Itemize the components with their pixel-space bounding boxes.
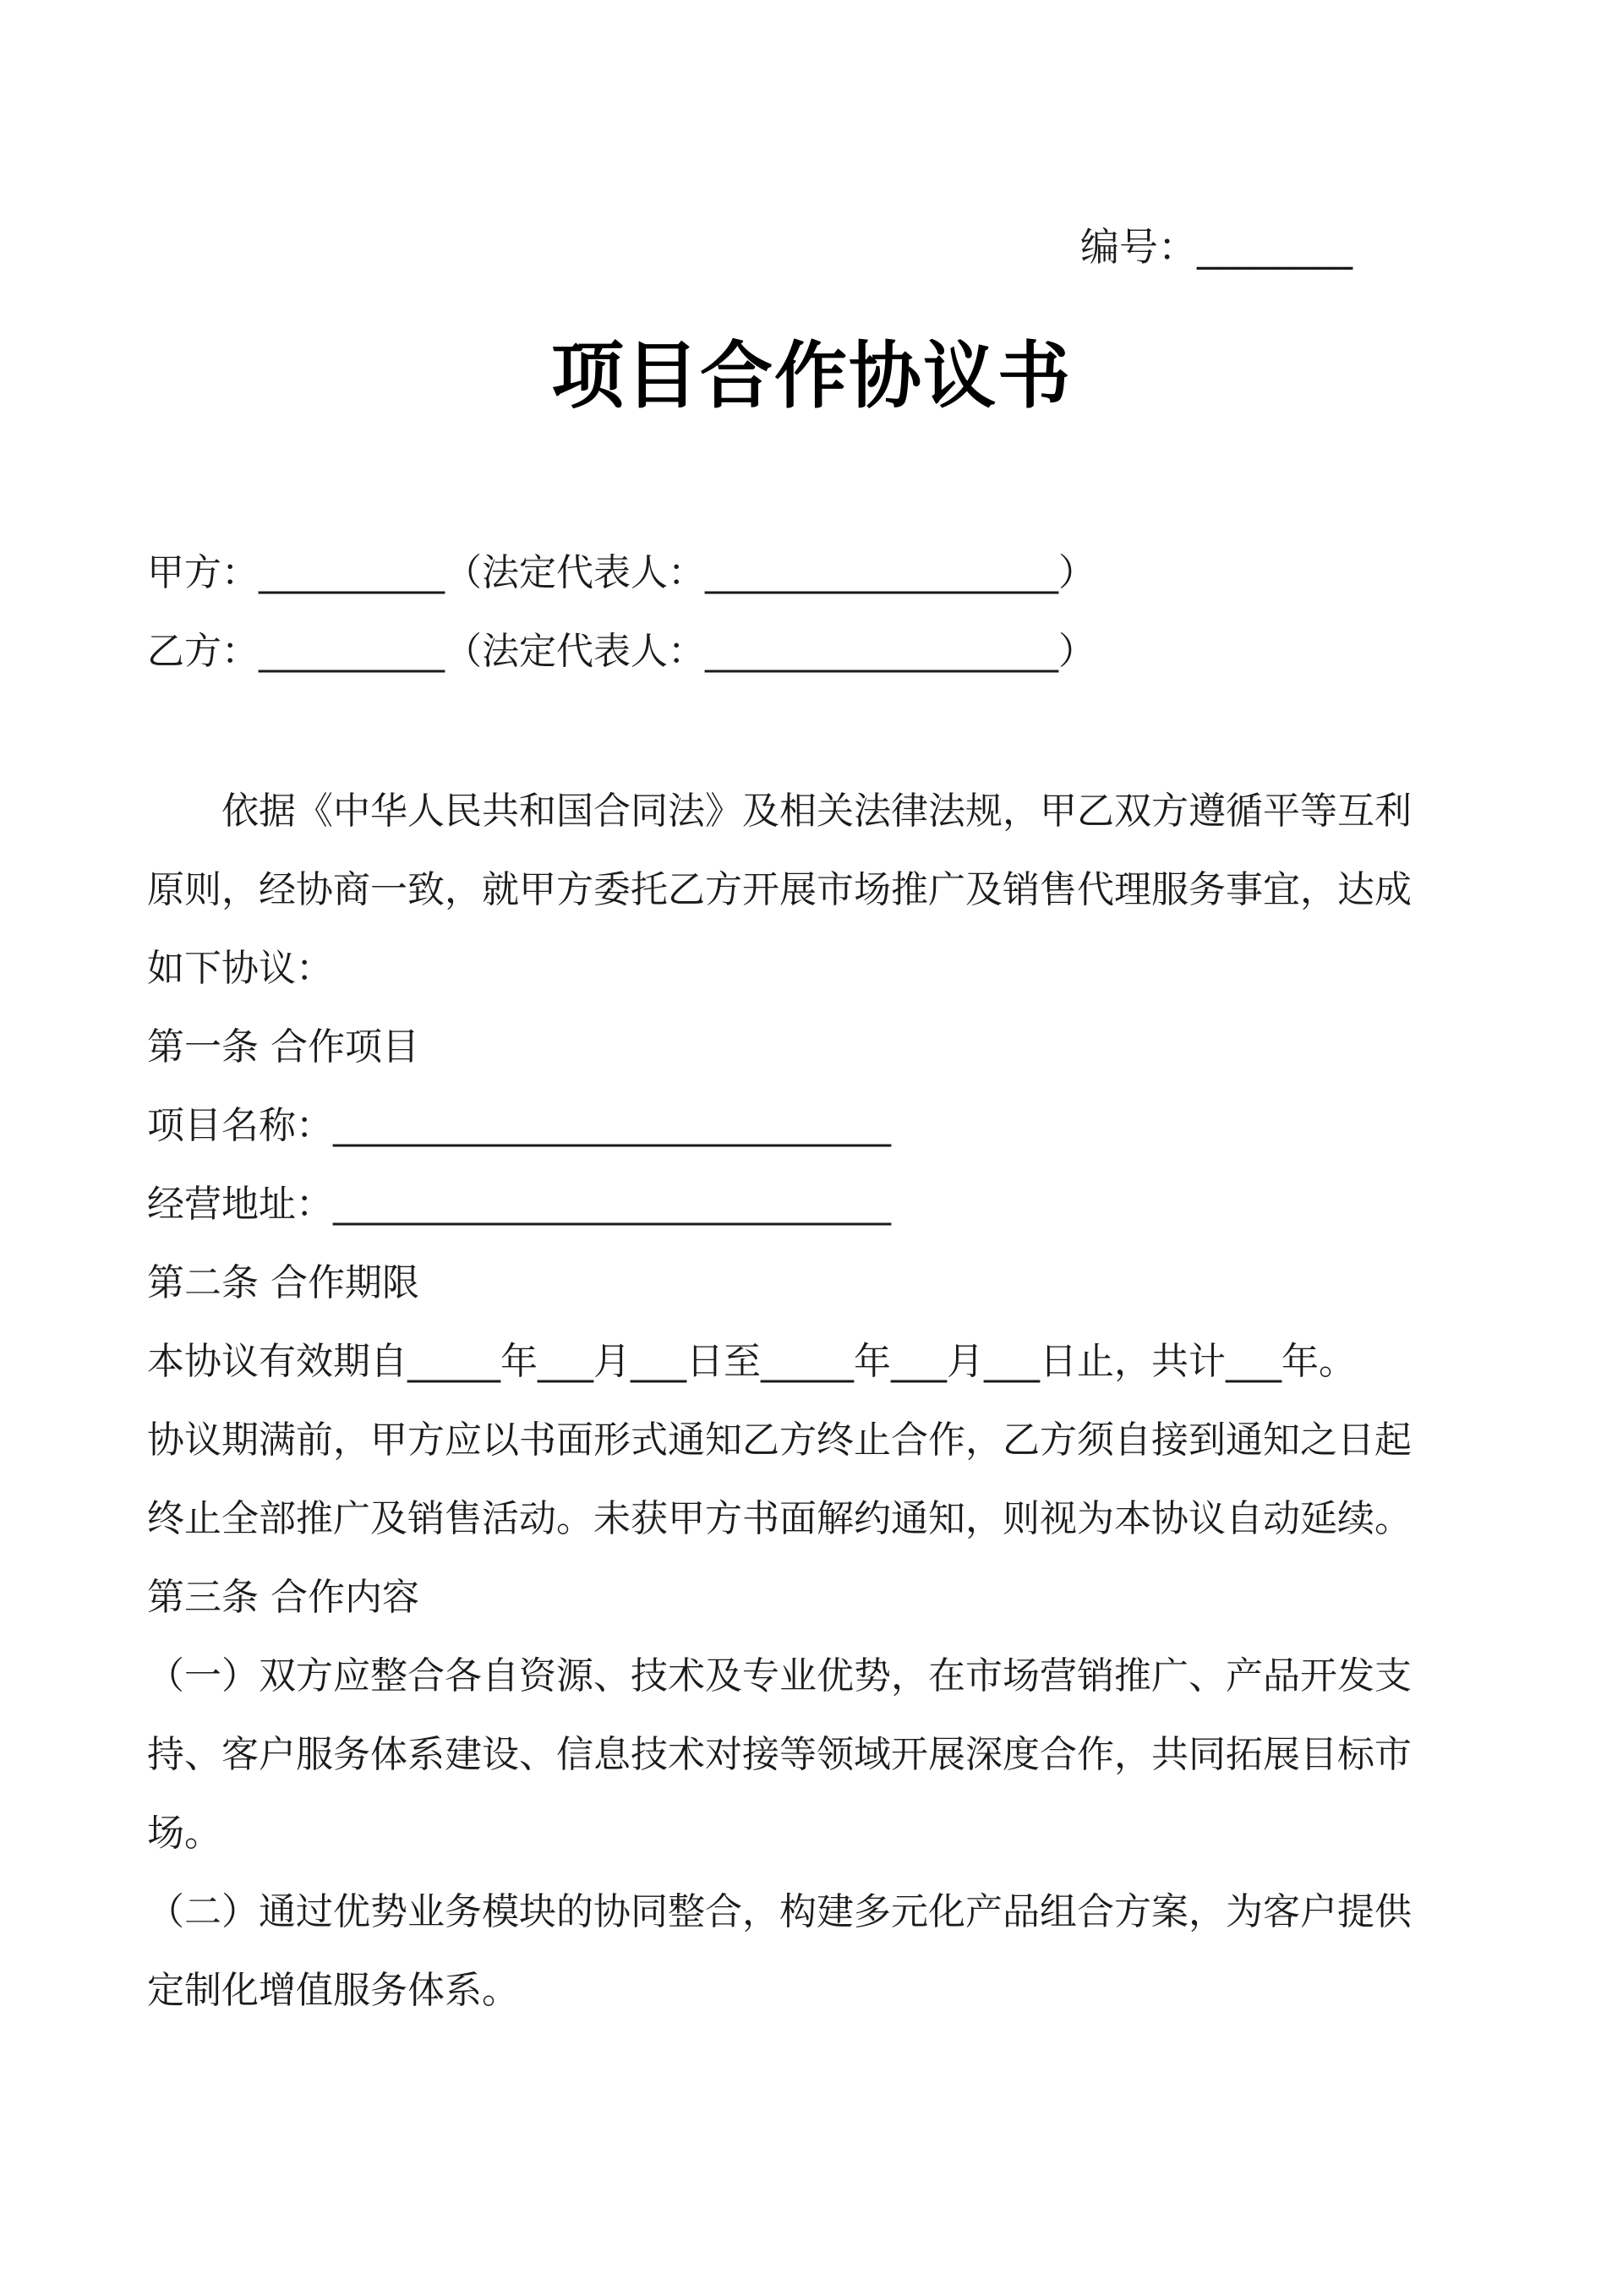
article-3-item-2 bbox=[147, 1887, 1449, 2044]
article-2-body bbox=[147, 1337, 1449, 1572]
preamble-paragraph bbox=[147, 786, 1449, 1022]
preamble-line: 依据《中华人民共和国合同法》及相关法律法规，甲乙双方遵循平等互利 bbox=[147, 790, 1412, 833]
business-address-line: 经营地址：______________________________ bbox=[147, 1183, 891, 1226]
article-3-heading: 第三条 合作内容 bbox=[147, 1576, 419, 1619]
article-3-item-2-line: （二）通过优势业务模块的协同整合，构建多元化产品组合方案，为客户提供 bbox=[147, 1890, 1412, 1933]
article-3-item-2-line: 定制化增值服务体系。 bbox=[147, 1969, 519, 2012]
article-3-item-1 bbox=[147, 1651, 1449, 1887]
article-3-item-1-line: （一）双方应整合各自资源、技术及专业优势，在市场营销推广、产品开发支 bbox=[147, 1654, 1412, 1697]
article-2-line: 协议期满前，甲方应以书面形式通知乙方终止合作，乙方须自接到通知之日起 bbox=[147, 1419, 1412, 1462]
article-2-line: 本协议有效期自_____年___月___日至_____年___月___日止，共计___年。 bbox=[147, 1340, 1356, 1383]
preamble-line: 如下协议： bbox=[147, 947, 333, 990]
project-name-line: 项目名称：______________________________ bbox=[147, 1104, 891, 1147]
article-1-heading: 第一条 合作项目 bbox=[147, 1025, 419, 1069]
article-3-item-1-line: 场。 bbox=[147, 1812, 221, 1855]
article-3-item-1-line: 持、客户服务体系建设、信息技术对接等领域开展深度合作，共同拓展目标市 bbox=[147, 1733, 1412, 1776]
party-a-line: 甲方：__________（法定代表人：___________________） bbox=[147, 551, 1096, 594]
article-2-heading: 第二条 合作期限 bbox=[147, 1261, 419, 1304]
party-b-line: 乙方：__________（法定代表人：___________________） bbox=[147, 630, 1096, 673]
document-title: 项目合作协议书 bbox=[551, 334, 1072, 418]
article-2-line: 终止全部推广及销售活动。未获甲方书面解约通知，则视为本协议自动延续。 bbox=[147, 1497, 1412, 1540]
document-number: 编号：________ bbox=[1080, 224, 1352, 270]
preamble-line: 原则，经协商一致，就甲方委托乙方开展市场推广及销售代理服务事宜，达成 bbox=[147, 868, 1412, 911]
